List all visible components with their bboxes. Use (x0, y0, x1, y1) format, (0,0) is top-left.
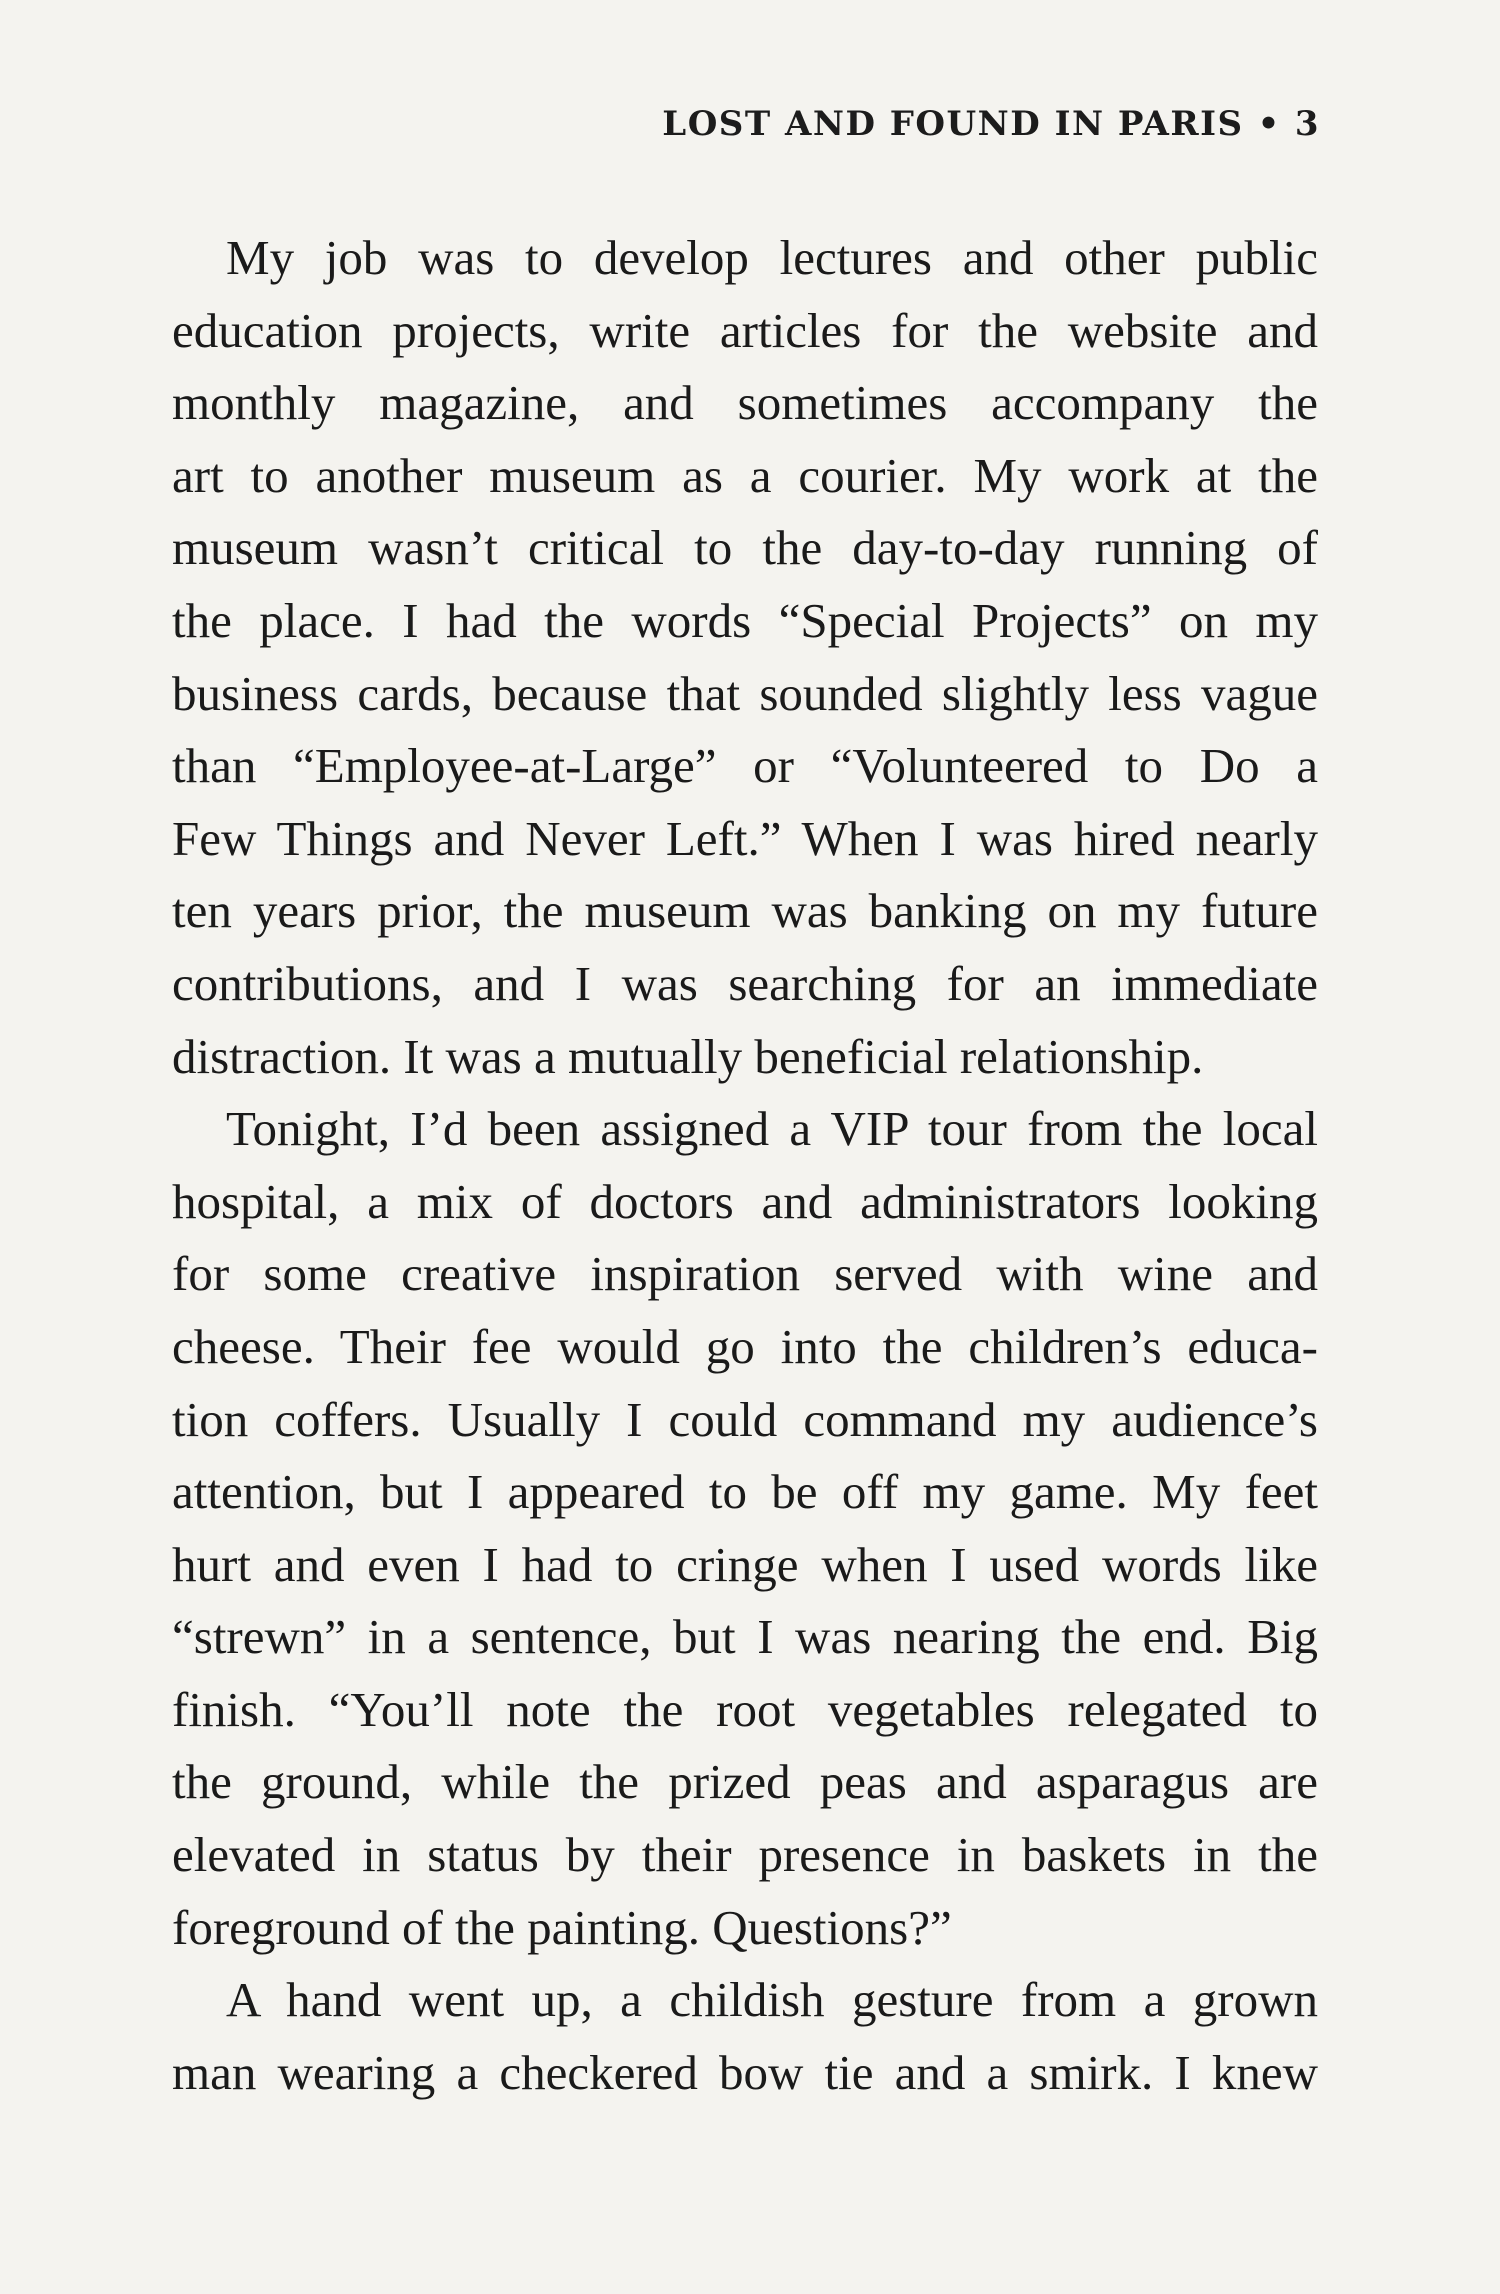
text-line: hurt and even I had to cringe when I used words like (172, 1536, 1318, 1592)
text-line: attention, but I appeared to be off my game. My feet (172, 1464, 1318, 1520)
text-line: finish. “You’ll note the root vegetables relegated to (172, 1681, 1318, 1737)
body-text (172, 222, 1318, 2109)
text-line: elevated in status by their presence in baskets in the (172, 1827, 1318, 1883)
header-separator: • (1257, 104, 1281, 144)
text-line: museum wasn’t critical to the day-to-day running of (172, 520, 1318, 576)
text-line: the place. I had the words “Special Projects” on my (172, 592, 1318, 648)
text-line: monthly magazine, and sometimes accompany the (172, 375, 1318, 431)
text-line: than “Employee-at-Large” or “Volunteered to Do a (172, 738, 1318, 794)
text-line: for some creative inspiration served with wine and (172, 1246, 1318, 1302)
text-line: My job was to develop lectures and other public (226, 230, 1318, 285)
text-line: hospital, a mix of doctors and administrators looking (172, 1173, 1318, 1229)
text-line: A hand went up, a childish gesture from a grown (226, 1972, 1318, 2028)
text-line: ten years prior, the museum was banking on my future (172, 883, 1318, 939)
text-line: man wearing a checkered bow tie and a smirk. I knew (172, 2044, 1318, 2100)
text-line: distraction. It was a mutually beneficial relationship. (172, 1028, 1204, 1084)
text-line: contributions, and I was searching for an immediate (172, 955, 1318, 1011)
text-line: tion coffers. Usually I could command my audience’s (172, 1391, 1318, 1447)
text-line: the ground, while the prized peas and asparagus are (172, 1754, 1318, 1810)
text-line: “strewn” in a sentence, but I was nearing the end. Big (172, 1609, 1318, 1665)
running-head (662, 104, 1320, 144)
text-line: Few Things and Never Left.” When I was hired nearly (172, 810, 1318, 866)
text-line: art to another museum as a courier. My work at the (172, 447, 1318, 503)
text-line: foreground of the painting. Questions?” (172, 1899, 952, 1955)
text-line: cheese. Their fee would go into the children’s educa- (172, 1318, 1318, 1374)
page-number: 3 (1294, 104, 1320, 144)
text-line: education projects, write articles for the website and (172, 302, 1318, 358)
book-title: LOST AND FOUND IN PARIS (662, 104, 1244, 144)
text-line: business cards, because that sounded slightly less vague (172, 665, 1318, 721)
text-line: Tonight, I’d been assigned a VIP tour from the local (226, 1101, 1318, 1157)
